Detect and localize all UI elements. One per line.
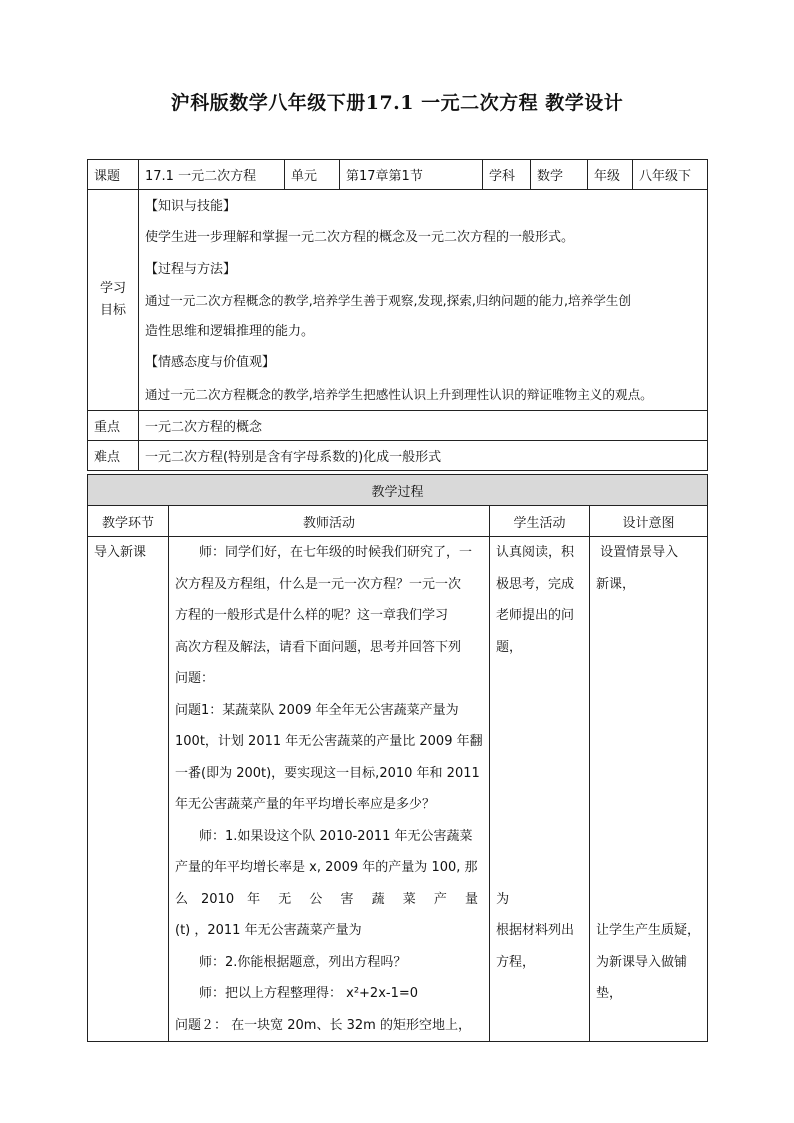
teacher-line: 问题２： 在一块宽 20m、长 32m 的矩形空地上，: [175, 1017, 471, 1033]
objective-line: 通过一元二次方程概念的教学,培养学生善于观察,发现,探索,归纳问题的能力,培养学生创: [145, 292, 631, 308]
student-line: 方程，: [496, 954, 536, 970]
student-line: 极思考，完成: [496, 576, 575, 592]
objective-line: 【情感态度与价值观】: [145, 355, 276, 371]
objectives-content: [139, 190, 708, 411]
topic-value: 17.1 一元二次方程: [139, 160, 285, 190]
teacher-line: 高次方程及解法，请看下面问题，思考并回答下列: [175, 639, 462, 655]
teacher-line: 么 2010 年 无 公 害 蔬 菜 产 量 为: [175, 891, 510, 907]
teacher-line: 方程的一般形式是什么样的呢？这一章我们学习: [175, 608, 449, 623]
subject-label: 学科: [483, 160, 531, 190]
design-intent-cell: [590, 537, 708, 1042]
process-table: [87, 474, 708, 1042]
intent-line: 设置情景导入: [596, 545, 679, 560]
objectives-label: 学习目标: [88, 190, 139, 411]
column-teacher: 教师活动: [169, 506, 490, 537]
teacher-line: 师：2.你能根据题意，列出方程吗？: [199, 954, 407, 970]
intent-line: 为新课导入做铺: [596, 954, 688, 970]
intent-line: 新课，: [596, 576, 636, 592]
key-point-label: 重点: [88, 411, 139, 441]
student-line: 认真阅读，积: [496, 545, 575, 560]
info-table: [87, 159, 708, 471]
student-line: 老师提出的问: [496, 608, 575, 623]
stage-cell: 导入新课: [88, 537, 169, 1042]
grade-label: 年级: [588, 160, 633, 190]
objective-line: 造性思维和逻辑推理的能力。: [145, 324, 315, 340]
student-line: 根据材料列出: [496, 923, 575, 938]
topic-label: 课题: [88, 160, 139, 190]
teacher-activity-cell: [169, 537, 510, 1042]
difficulty-text: 一元二次方程(特别是含有字母系数的)化成一般形式: [139, 441, 708, 471]
subject-value: 数学: [531, 160, 588, 190]
teacher-line: 问题：: [175, 671, 215, 686]
teacher-line: 师：把以上方程整理得： x²+2x-1=0: [199, 986, 419, 1001]
teacher-line: 年无公害蔬菜产量的年平均增长率应是多少？: [175, 797, 436, 812]
teacher-line: 次方程及方程组，什么是一元一次方程？一元一次: [175, 576, 462, 592]
intent-line: 垫，: [596, 986, 623, 1001]
unit-value: 第17章第1节: [340, 160, 483, 190]
intent-line: 让学生产生质疑，: [596, 923, 701, 938]
objective-line: 【知识与技能】: [145, 199, 237, 214]
teacher-line: 一番(即为 200t)，要实现这一目标,2010 年和 2011: [175, 765, 480, 781]
column-intent: 设计意图: [590, 506, 708, 537]
objective-line: 使学生进一步理解和掌握一元二次方程的概念及一元二次方程的一般形式。: [145, 230, 575, 246]
teacher-line: 产量的年平均增长率是 x, 2009 年的产量为 100, 那: [175, 860, 478, 875]
teacher-line: 师：1.如果设这个队 2010-2011 年无公害蔬菜: [199, 828, 473, 844]
student-activity-cell: [490, 537, 590, 1042]
document-title: 沪科版数学八年级下册17.1 一元二次方程 教学设计: [170, 92, 624, 114]
key-point-text: 一元二次方程的概念: [139, 411, 708, 441]
objective-line: 通过一元二次方程概念的教学,培养学生把感性认识上升到理性认识的辩证唯物主义的观点。: [145, 386, 653, 402]
column-stage: 教学环节: [88, 506, 169, 537]
difficulty-label: 难点: [88, 441, 139, 471]
teacher-line: (t) ，2011 年无公害蔬菜产量为: [175, 923, 362, 938]
teacher-line: 100t，计划 2011 年无公害蔬菜的产量比 2009 年翻: [175, 734, 483, 749]
column-student: 学生活动: [490, 506, 590, 537]
objective-line: 【过程与方法】: [145, 261, 237, 277]
teacher-line: 问题1：某蔬菜队 2009 年全年无公害蔬菜产量为: [175, 702, 459, 718]
grade-value: 八年级下: [633, 160, 708, 190]
process-heading: 教学过程: [88, 475, 708, 506]
student-line: 题，: [496, 639, 523, 655]
teacher-line: 师：同学们好，在七年级的时候我们研究了，一: [199, 545, 473, 560]
unit-label: 单元: [285, 160, 340, 190]
